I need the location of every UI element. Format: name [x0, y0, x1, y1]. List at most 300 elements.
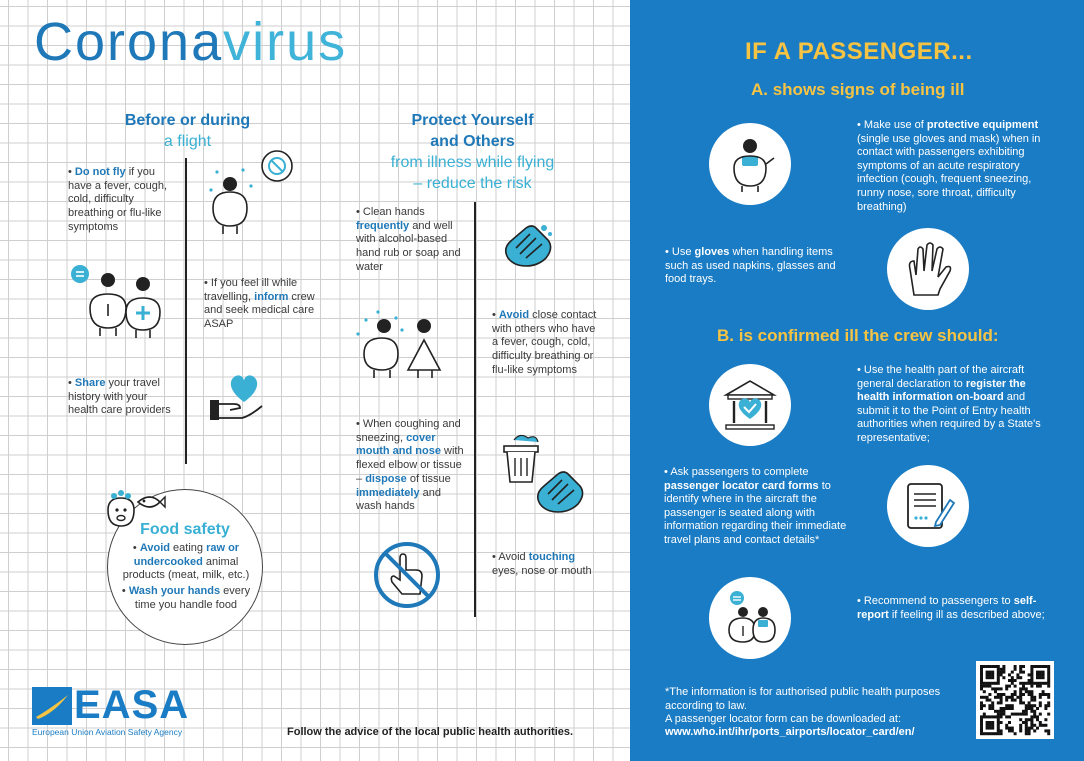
qr-module [1019, 727, 1022, 730]
qr-module [1044, 693, 1047, 696]
protect-item3-pre: When coughing and sneezing, [356, 418, 461, 444]
qr-module [1039, 721, 1042, 724]
qr-module [986, 732, 989, 735]
b3-strong: self-report [857, 595, 1037, 621]
qr-module [1044, 724, 1047, 727]
qr-module [1005, 696, 1008, 699]
qr-module [997, 676, 1000, 679]
qr-module [1014, 668, 1017, 671]
qr-module [1019, 687, 1022, 690]
qr-module [1028, 732, 1031, 735]
qr-module [1014, 690, 1017, 693]
qr-module [997, 713, 1000, 716]
qr-module [1019, 701, 1022, 704]
b1-post: and submit it to the Point of Entry health authorities when required by a State's representative; [857, 391, 1041, 444]
qr-module [980, 721, 983, 724]
qr-module [1030, 679, 1033, 682]
qr-module [1042, 673, 1045, 676]
qr-module [980, 671, 983, 674]
qr-module [1025, 721, 1028, 724]
b3-pre: Recommend to passengers to [863, 595, 1014, 607]
qr-module [1025, 687, 1028, 690]
qr-module [1047, 729, 1050, 732]
qr-module [1000, 732, 1003, 735]
qr-module [1008, 704, 1011, 707]
qr-module [1044, 718, 1047, 721]
qr-module [1005, 707, 1008, 710]
qr-module [1047, 693, 1050, 696]
qr-module [1002, 707, 1005, 710]
protect-item3-post: and wash hands [356, 486, 442, 513]
qr-module [1044, 704, 1047, 707]
qr-module [994, 665, 997, 668]
food-item1-strong2: raw or undercooked [133, 542, 240, 568]
qr-module [986, 715, 989, 718]
qr-module [1047, 679, 1050, 682]
a1-pre: Make use of [863, 119, 927, 131]
qr-module [991, 687, 994, 690]
qr-module [980, 715, 983, 718]
qr-module [1033, 699, 1036, 702]
protect-item3-strong3: immediately [356, 486, 420, 499]
qr-module [1028, 718, 1031, 721]
qr-module [1030, 715, 1033, 718]
passenger-note1: *The information is for authorised public health purposes according to law. [665, 686, 941, 712]
qr-module [1011, 676, 1014, 679]
qr-module [1014, 679, 1017, 682]
qr-module [997, 673, 1000, 676]
qr-module [1030, 707, 1033, 710]
qr-module [1019, 665, 1022, 668]
qr-module [1036, 727, 1039, 730]
qr-module [986, 685, 989, 688]
qr-module [1039, 673, 1042, 676]
qr-module [994, 732, 997, 735]
qr-module [980, 724, 983, 727]
qr-module [994, 687, 997, 690]
protect-item3-mid2: of tissue [406, 472, 451, 485]
qr-module [1042, 724, 1045, 727]
qr-module [1033, 729, 1036, 732]
b2-strong: passenger locator card forms [664, 479, 819, 492]
qr-module [1016, 673, 1019, 676]
protect-item-cover-mouth: • When coughing and sneezing, cover mouth and nose with flexed elbow or tissue – dispose of tissue immediately and wash hands [356, 418, 464, 513]
passenger-a2-text: • Use gloves when handling items such as used napkins, glasses and food trays. [665, 246, 836, 286]
qr-module [980, 704, 983, 707]
passenger-note2: A passenger locator form can be downloaded at: [665, 713, 902, 725]
qr-module [980, 687, 983, 690]
locator-card-link[interactable]: www.who.int/ihr/ports_airports/locator_card/en/ [665, 726, 915, 738]
food-item1-mid: eating [169, 542, 207, 554]
protect-divider-line [474, 202, 476, 617]
qr-module [1022, 713, 1025, 716]
qr-module [997, 679, 1000, 682]
qr-module [1000, 707, 1003, 710]
qr-module [988, 671, 991, 674]
qr-module [1047, 668, 1050, 671]
qr-module [980, 718, 983, 721]
qr-module [991, 665, 994, 668]
qr-code [976, 661, 1054, 739]
qr-module [1002, 671, 1005, 674]
qr-module [1016, 676, 1019, 679]
qr-module [980, 696, 983, 699]
qr-module [1005, 699, 1008, 702]
qr-module [1028, 693, 1031, 696]
qr-module [1011, 696, 1014, 699]
qr-module [986, 727, 989, 730]
a1-strong: protective equipment [926, 119, 1039, 131]
food-item1-text: animal products (meat, milk, etc.) [122, 555, 250, 582]
qr-module [997, 693, 1000, 696]
qr-module [1002, 693, 1005, 696]
before-item-no-fly: • Do not fly if you have a fever, cough, cold, difficulty breathing or flu-like symptoms [68, 166, 168, 233]
qr-module [997, 710, 1000, 713]
before-section-heading [95, 110, 280, 152]
qr-module [994, 690, 997, 693]
qr-module [1039, 701, 1042, 704]
qr-module [1014, 665, 1017, 668]
qr-module [983, 713, 986, 716]
qr-module [991, 724, 994, 727]
qr-module [1025, 732, 1028, 735]
qr-module [1036, 707, 1039, 710]
qr-module [997, 701, 1000, 704]
food-item2-strong: Wash your hands [128, 585, 221, 597]
qr-module [1002, 676, 1005, 679]
qr-module [988, 699, 991, 702]
protect-item1-post: and well with alcohol-based hand rub or soap and water [356, 219, 461, 273]
easa-logo [32, 687, 72, 725]
qr-module [1025, 710, 1028, 713]
qr-module [1019, 671, 1022, 674]
easa-logo-text: EASA [74, 683, 190, 727]
qr-module [988, 682, 991, 685]
qr-module [980, 668, 983, 671]
qr-module [1047, 676, 1050, 679]
qr-module [997, 732, 1000, 735]
qr-module [1030, 690, 1033, 693]
qr-module [1044, 682, 1047, 685]
qr-module [986, 699, 989, 702]
qr-module [1002, 713, 1005, 716]
qr-module [1011, 682, 1014, 685]
qr-module [1030, 718, 1033, 721]
qr-module [988, 704, 991, 707]
qr-module [988, 715, 991, 718]
qr-module [1039, 682, 1042, 685]
qr-module [1014, 732, 1017, 735]
qr-module [991, 676, 994, 679]
qr-module [1042, 671, 1045, 674]
qr-module [980, 685, 983, 688]
qr-module [1000, 710, 1003, 713]
qr-module [994, 682, 997, 685]
qr-module [991, 671, 994, 674]
qr-module [1033, 665, 1036, 668]
qr-module [1036, 676, 1039, 679]
divider-line [185, 158, 187, 464]
qr-module [1011, 707, 1014, 710]
qr-module [1002, 710, 1005, 713]
qr-module [1033, 724, 1036, 727]
qr-module [1022, 710, 1025, 713]
qr-module [1014, 713, 1017, 716]
qr-module [1039, 685, 1042, 688]
qr-module [1028, 704, 1031, 707]
protect-item-avoid-contact: • Avoid close contact with others who have a fever, cough, cold, difficulty breathing or flu-like symptoms [492, 309, 597, 376]
qr-module [986, 671, 989, 674]
qr-module [988, 685, 991, 688]
qr-module [1047, 732, 1050, 735]
protective-equipment-icon-circle [709, 123, 791, 205]
qr-module [997, 668, 1000, 671]
protect-heading1: Protect Yourself [411, 112, 534, 129]
title-part1: Corona [34, 12, 224, 72]
b1-strong: register the health information on-board [857, 377, 1026, 404]
qr-module [994, 710, 997, 713]
qr-module [988, 721, 991, 724]
protect-heading2: and Others [430, 133, 515, 150]
protect-item1-pre: Clean hands [362, 206, 425, 218]
qr-module [1033, 710, 1036, 713]
qr-module [1022, 682, 1025, 685]
qr-module [1000, 699, 1003, 702]
qr-module [1019, 693, 1022, 696]
qr-module [997, 721, 1000, 724]
qr-module [991, 682, 994, 685]
protect-item4-strong: touching [528, 551, 576, 563]
qr-module [1002, 665, 1005, 668]
protect-item4-pre: Avoid [498, 551, 529, 563]
qr-module [997, 718, 1000, 721]
bin-wash-icon [498, 430, 590, 516]
qr-module [997, 729, 1000, 732]
self-report-icon-circle [709, 577, 791, 659]
section-a-heading: A. shows signs of being ill [751, 80, 965, 99]
food-item2-text: every time you handle food [134, 585, 251, 611]
qr-module [1028, 690, 1031, 693]
qr-module [1022, 701, 1025, 704]
qr-module [1019, 696, 1022, 699]
qr-module [1005, 704, 1008, 707]
qr-module [997, 687, 1000, 690]
qr-module [980, 682, 983, 685]
food-item-avoid: • Avoid eating raw or undercooked animal products (meat, milk, etc.) [122, 542, 250, 582]
food-item1-strong1: Avoid [139, 542, 170, 554]
qr-module [980, 701, 983, 704]
qr-module [1014, 685, 1017, 688]
food-item-wash: • Wash your hands every time you handle food [121, 585, 251, 611]
qr-module [988, 693, 991, 696]
passenger-heading: IF A PASSENGER... [745, 38, 973, 65]
qr-module [1000, 729, 1003, 732]
qr-module [1030, 668, 1033, 671]
qr-module [1047, 665, 1050, 668]
qr-module [983, 732, 986, 735]
qr-module [1000, 693, 1003, 696]
qr-module [1022, 693, 1025, 696]
qr-module [1028, 701, 1031, 704]
qr-module [1008, 715, 1011, 718]
a2-post: when handling items such as used napkins, glasses and food trays. [665, 246, 836, 286]
qr-module [1011, 671, 1014, 674]
qr-module [991, 715, 994, 718]
qr-module [1005, 687, 1008, 690]
qr-module [1022, 665, 1025, 668]
qr-module [986, 676, 989, 679]
qr-module [1019, 668, 1022, 671]
two-people-icon [70, 262, 170, 340]
qr-module [1019, 713, 1022, 716]
qr-module [1028, 729, 1031, 732]
protect-item-no-touch: • Avoid touching eyes, nose or mouth [492, 551, 592, 577]
qr-module [1039, 671, 1042, 674]
title-part2: virus [223, 12, 348, 72]
qr-module [986, 682, 989, 685]
protect-item3-strong1: cover mouth and nose [356, 431, 441, 458]
protect-item-clean-hands: • Clean hands frequently and well with alcohol-based hand rub or soap and water [356, 206, 461, 273]
qr-module [1030, 721, 1033, 724]
qr-module [1044, 729, 1047, 732]
footer-advice: Follow the advice of the local public health authorities. [287, 726, 574, 738]
qr-module [1008, 685, 1011, 688]
before-item1-text: if you have a fever, cough, cold, difficulty breathing or flu-like symptoms [68, 166, 168, 233]
before-item2-post: crew and seek medical care ASAP [204, 290, 315, 331]
qr-module [1036, 718, 1039, 721]
qr-module [1028, 707, 1031, 710]
qr-module [991, 707, 994, 710]
before-heading: Before or during [124, 112, 251, 129]
qr-module [1005, 715, 1008, 718]
qr-module [980, 732, 983, 735]
qr-module [1005, 727, 1008, 730]
qr-module [1044, 665, 1047, 668]
qr-module [997, 715, 1000, 718]
b2-post: to identify where in the aircraft the passenger is seated along with information regarding their immediate travel plans and contact details* [664, 479, 847, 546]
qr-module [1033, 715, 1036, 718]
qr-module [991, 704, 994, 707]
qr-module [1033, 682, 1036, 685]
qr-module [997, 671, 1000, 674]
qr-module [1036, 671, 1039, 674]
protect-item3-strong2: dispose [365, 472, 407, 485]
qr-module [997, 682, 1000, 685]
qr-module [1019, 690, 1022, 693]
qr-module [1028, 682, 1031, 685]
qr-module [1025, 718, 1028, 721]
qr-module [1028, 727, 1031, 730]
qr-module [1028, 679, 1031, 682]
heart-hand-icon [208, 370, 268, 424]
qr-module [991, 673, 994, 676]
qr-module [1000, 713, 1003, 716]
qr-module [1047, 682, 1050, 685]
before-item1-strong: Do not fly [74, 166, 126, 178]
qr-module [1030, 727, 1033, 730]
b1-pre: Use the health part of the aircraft general declaration to [857, 364, 1025, 390]
before-item2-strong: inform [254, 290, 289, 303]
passenger-a1-text: • Make use of protective equipment (single use gloves and mask) when in contact with passengers exhibiting symptoms of an acute respiratory infection (cough, frequent sneezing, runny nose, sore throat, difficulty breathing) [857, 119, 1041, 213]
before-item3-strong: Share [74, 377, 106, 389]
qr-module [997, 727, 1000, 730]
qr-module [980, 673, 983, 676]
qr-module [1025, 713, 1028, 716]
qr-module [1014, 699, 1017, 702]
qr-module [1011, 679, 1014, 682]
qr-module [1036, 715, 1039, 718]
qr-module [1030, 671, 1033, 674]
before-item-inform: • If you feel ill while travelling, inform crew and seek medical care ASAP [204, 277, 315, 331]
qr-module [1000, 701, 1003, 704]
easa-agency-name: European Union Aviation Safety Agency [32, 727, 183, 737]
qr-module [1011, 699, 1014, 702]
qr-module [980, 729, 983, 732]
qr-module [1022, 671, 1025, 674]
qr-module [997, 696, 1000, 699]
qr-module [991, 727, 994, 730]
a2-pre: Use [671, 246, 695, 258]
qr-module [980, 676, 983, 679]
qr-module [1030, 685, 1033, 688]
protect-item1-strong: frequently [356, 219, 410, 232]
qr-module [1039, 713, 1042, 716]
a2-strong: gloves [694, 246, 730, 258]
qr-module [1030, 673, 1033, 676]
qr-module [1016, 696, 1019, 699]
qr-module [1025, 682, 1028, 685]
distance-people-icon [352, 306, 448, 380]
qr-module [980, 665, 983, 668]
qr-module [1000, 687, 1003, 690]
qr-module [1008, 727, 1011, 730]
qr-module [1011, 727, 1014, 730]
qr-module [1022, 685, 1025, 688]
qr-module [1039, 696, 1042, 699]
protect-sub2: – reduce the risk [413, 175, 532, 192]
qr-module [988, 727, 991, 730]
qr-module [1008, 707, 1011, 710]
qr-module [1005, 724, 1008, 727]
qr-module [1042, 665, 1045, 668]
qr-module [983, 690, 986, 693]
qr-module [980, 679, 983, 682]
qr-module [980, 727, 983, 730]
qr-module [1030, 682, 1033, 685]
qr-module [988, 707, 991, 710]
b3-post: if feeling ill as described above; [888, 608, 1045, 621]
qr-module [988, 732, 991, 735]
qr-module [1033, 704, 1036, 707]
qr-module [1047, 704, 1050, 707]
qr-module [986, 673, 989, 676]
qr-module [1002, 668, 1005, 671]
qr-module [1008, 721, 1011, 724]
qr-module [1039, 693, 1042, 696]
protect-section-heading [370, 110, 575, 194]
qr-module [991, 721, 994, 724]
qr-module [1042, 690, 1045, 693]
qr-module [1047, 671, 1050, 674]
qr-module [1039, 665, 1042, 668]
qr-module [980, 707, 983, 710]
qr-module [1008, 679, 1011, 682]
qr-module [1011, 729, 1014, 732]
qr-module [997, 665, 1000, 668]
protect-item4-post: eyes, nose or mouth [492, 564, 592, 577]
gloves-icon-circle [887, 228, 969, 310]
qr-module [1033, 696, 1036, 699]
